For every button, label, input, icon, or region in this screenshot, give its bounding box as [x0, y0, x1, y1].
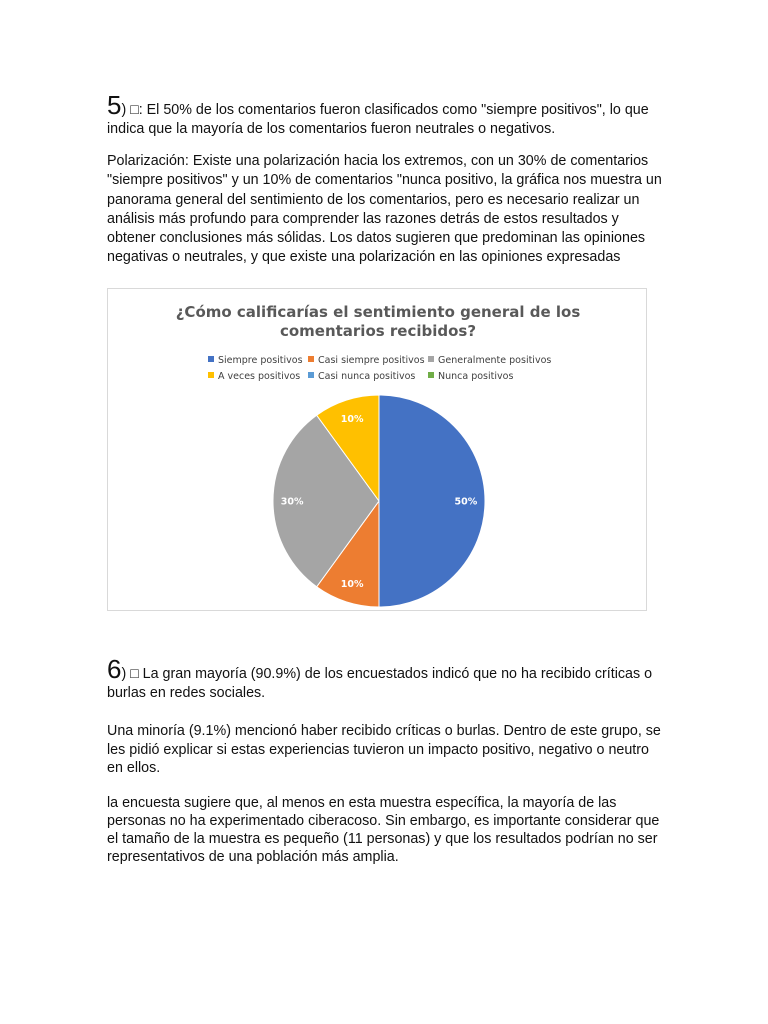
- legend-label-nunca-positivos: Nunca positivos: [438, 371, 514, 382]
- legend-swatch-siempre-positivos: [208, 356, 214, 362]
- missing-glyph-icon: □: [130, 665, 139, 681]
- legend-label-a-veces-positivos: A veces positivos: [218, 371, 301, 382]
- section-6-conclusion: la encuesta sugiere que, al menos en esta muestra específica, la mayoría de las personas no ha experimentado ciberacoso. Sin embargo, es importante considerar que el tamaño de la muestra es pequeño (11 personas) y que los resultados podrían no ser representativos de una población más amplia.: [107, 795, 660, 865]
- data-label-casi-siempre-positivos: 10%: [340, 579, 364, 591]
- section-6-intro: [107, 654, 667, 704]
- legend-swatch-casi-siempre-positivos: [308, 356, 314, 362]
- chart-title-line-2: comentarios recibidos?: [279, 322, 477, 340]
- legend-label-siempre-positivos: Siempre positivos: [218, 355, 303, 366]
- data-label-a-veces-positivos: 10%: [340, 413, 364, 425]
- data-label-siempre-positivos: 50%: [454, 496, 478, 508]
- section-5-polarization: Polarización: Existe una polarización hacia los extremos, con un 30% de comentarios "siempre positivos" y un 10% de comentarios "nunca positivo, la gráfica nos muestra un panorama general del sentimiento de los comentarios, pero es necesario realizar un análisis más profundo para comprender las razones detrás de estos resultados y obtener conclusiones más sólidas. Los datos sugieren que predominan las opiniones negativas o neutrales, y que existe una polarización en las opiniones expresadas: [107, 153, 662, 266]
- section-5-text: : El 50% de los comentarios fueron clasificados como "siempre positivos", lo que indica que la mayoría de los comentarios fueron neutrales o negativos.: [107, 102, 649, 138]
- missing-glyph-icon: □: [130, 101, 139, 117]
- legend-swatch-a-veces-positivos: [208, 372, 214, 378]
- pie-chart: [108, 289, 648, 612]
- section-6-number: 6: [107, 654, 122, 684]
- section-6-text: La gran mayoría (90.9%) de los encuestados indicó que no ha recibido críticas o burlas en redes sociales.: [107, 666, 653, 702]
- section-6-minority: Una minoría (9.1%) mencionó haber recibido críticas o burlas. Dentro de este grupo, se les pidió explicar si estas experiencias tuvieron un impacto positivo, negativo o neutro en ellos.: [107, 723, 661, 776]
- data-label-generalmente-positivos: 30%: [280, 496, 304, 508]
- legend-swatch-nunca-positivos: [428, 372, 434, 378]
- section-5-paren: ): [121, 102, 127, 118]
- section-5-number: 5: [107, 90, 122, 120]
- chart-legend: [208, 355, 551, 382]
- section-6-paren: ): [121, 666, 127, 682]
- legend-swatch-generalmente-positivos: [428, 356, 434, 362]
- section-5-intro: [107, 90, 667, 140]
- legend-swatch-casi-nunca-positivos: [308, 372, 314, 378]
- pie-chart-container: [107, 288, 647, 611]
- pie-slices: [273, 395, 485, 607]
- chart-title-line-1: ¿Cómo calificarías el sentimiento general de los: [175, 303, 581, 321]
- legend-label-casi-siempre-positivos: Casi siempre positivos: [318, 355, 425, 366]
- legend-label-casi-nunca-positivos: Casi nunca positivos: [318, 371, 416, 382]
- legend-label-generalmente-positivos: Generalmente positivos: [438, 355, 552, 366]
